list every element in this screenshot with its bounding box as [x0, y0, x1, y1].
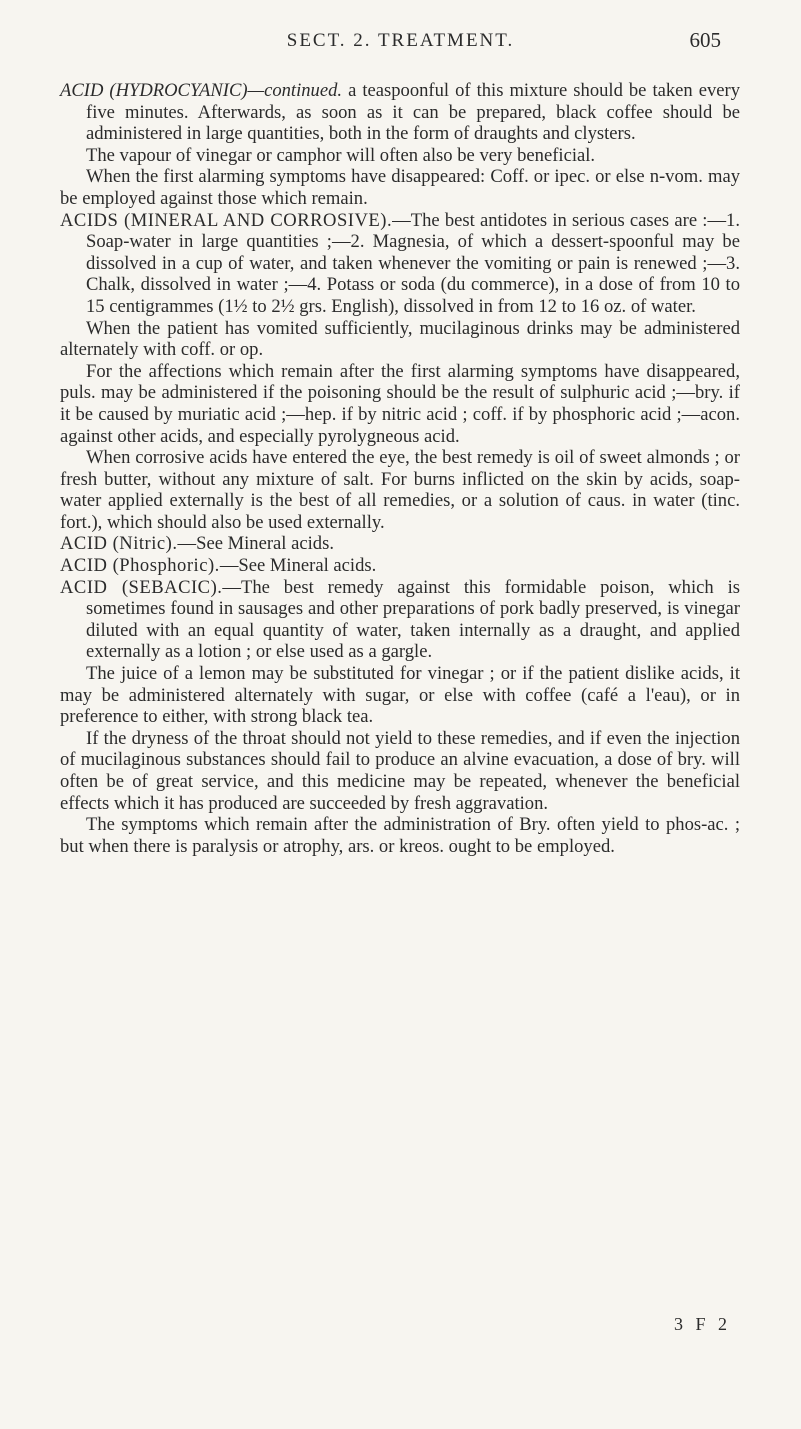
entry-hydrocyanic: [60, 80, 740, 145]
paragraph: When the patient has vomited sufficiently, mucilaginous drinks may be administered alternately with coff. or op.: [60, 317, 740, 361]
paragraph: —The best antidotes in serious cases are :—1. Soap-water in large quantities ;—2. Magnesia, of which a dessert-spoonful may be dissolved in a cup of water, and taken whenever the vomiting or pain is renewed ;—3. Chalk, dissolved in water ;—4. Potass or soda (du commerce), in a dose of from 10 to 15 centigrammes (1½ to 2½ grs. English), dissolved in from 12 to 16 oz. of water.: [86, 209, 740, 317]
paragraph: a teaspoonful of this mixture should be taken every five minutes. Afterwards, as soon as it can be prepared, black coffee should be administered in large quantities, both in the form of draughts and clysters.: [86, 80, 741, 145]
cross-reference: —See Mineral acids.: [219, 555, 377, 577]
paragraph: If the dryness of the throat should not yield to these remedies, and if even the injection of mucilaginous substances should fail to produce an alvine evacuation, a dose of bry. will often be of great service, and this medicine may be repeated, whenever the beneficial effects which it has produced are succeeded by fresh aggravation.: [60, 727, 740, 814]
paragraph: The vapour of vinegar or camphor will often also be very beneficial.: [86, 144, 596, 166]
paragraph: The symptoms which remain after the administration of Bry. often yield to phos-ac. ; but when there is paralysis or atrophy, ars. or kreos. ought to be employed.: [60, 814, 740, 857]
entry-heading: ACID (HYDROCYANIC)—continued.: [60, 80, 343, 101]
entry-heading: ACIDS (MINERAL AND CORROSIVE).: [60, 209, 393, 231]
entry-sebacic: [60, 577, 740, 663]
running-head: SECT. 2. TREATMENT.: [286, 30, 515, 51]
entry-phosphoric: [60, 555, 740, 577]
paragraph: The juice of a lemon may be substituted for vinegar ; or if the patient dislike acids, it may be administered alternately with sugar, or else with coffee (café a l'eau), or in preference to either, with strong black tea.: [60, 663, 740, 728]
entry-heading: ACID (Phosphoric).: [60, 555, 220, 577]
entry-heading: ACID (Nitric).: [60, 533, 178, 555]
paragraph: —The best remedy against this formidable poison, which is sometimes found in sausages and other preparations of pork badly preserved, is vinegar diluted with an equal quantity of water, taken internally as a draught, and applied externally as a lotion ; or else used as a gargle.: [86, 576, 740, 663]
entry-heading: ACID (SEBACIC).: [60, 576, 223, 598]
page-number: 605: [689, 28, 721, 52]
entry-mineral-acids: [60, 210, 740, 318]
paragraph: When corrosive acids have entered the eye, the best remedy is oil of sweet almonds ; or fresh butter, without any mixture of salt. For burns inflicted on the skin by acids, soap-water applied externally is the best of all remedies, or a solution of caus. in water (tinc. fort.), which should also be used externally.: [60, 447, 740, 533]
entry-nitric: [60, 533, 740, 555]
signature-mark: 3 F 2: [673, 1314, 731, 1334]
paragraph: When the first alarming symptoms have disappeared: Coff. or ipec. or else n-vom. may be employed against those which remain.: [60, 166, 740, 209]
body-text: [60, 80, 740, 857]
page-header: [0, 30, 801, 60]
cross-reference: —See Mineral acids.: [177, 533, 334, 555]
paragraph: For the affections which remain after the first alarming symptoms have disappeared, puls. may be administered if the poisoning should be the result of sulphuric acid ;—bry. if it be caused by muriatic acid ;—hep. if by nitric acid ; coff. if by phosphoric acid ;—acon. against other acids, and especially pyrolygneous acid.: [60, 360, 740, 447]
